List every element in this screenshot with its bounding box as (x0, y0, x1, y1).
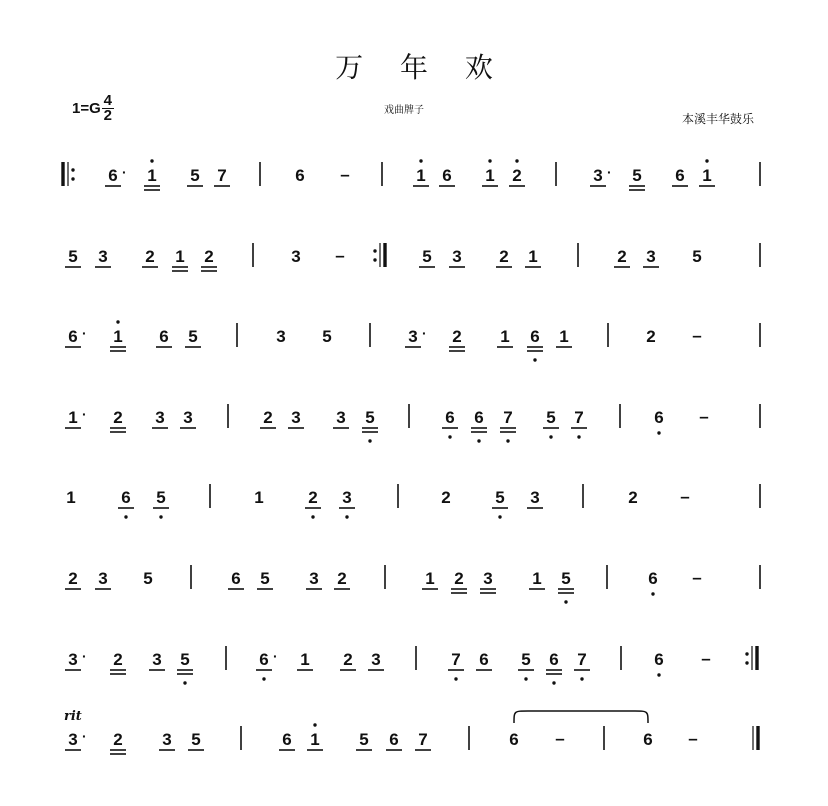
note: 5 (322, 327, 332, 346)
note: 5 (521, 650, 531, 669)
octave-down-dot (549, 435, 552, 438)
genre-label: 戏曲牌子 (384, 105, 424, 116)
note: 2 (308, 488, 318, 507)
note: 3 (309, 569, 319, 588)
note: 3 (276, 327, 286, 346)
octave-down-dot (651, 592, 654, 595)
note: 5 (188, 327, 198, 346)
note: 2 (145, 247, 155, 266)
octave-down-dot (506, 439, 509, 442)
note: 2 (113, 408, 123, 427)
note: 6 (259, 650, 269, 669)
octave-down-dot (183, 681, 186, 684)
note: 2 (337, 569, 347, 588)
octave-down-dot (345, 515, 348, 518)
note: 5 (495, 488, 505, 507)
note: 3 (155, 408, 165, 427)
repeat-dot (745, 652, 748, 655)
octave-down-dot (454, 677, 457, 680)
octave-up-dot (515, 159, 518, 162)
note: 2 (204, 247, 214, 266)
note: 3 (530, 488, 540, 507)
augmentation-dot: · (82, 406, 87, 422)
page-title: 万 年 欢 (335, 51, 507, 84)
note: 2 (512, 166, 522, 185)
note: 3 (408, 327, 418, 346)
octave-down-dot (477, 439, 480, 442)
note: 3 (68, 650, 78, 669)
note: 1 (559, 327, 569, 346)
note: 7 (451, 650, 461, 669)
note: 6 (68, 327, 78, 346)
rest-dash: – (335, 246, 345, 265)
credit-label: 本溪丰华鼓乐 (682, 112, 755, 126)
note: 2 (617, 247, 627, 266)
octave-up-dot (488, 159, 491, 162)
octave-down-dot (368, 439, 371, 442)
note: 6 (675, 166, 685, 185)
note: 5 (365, 408, 375, 427)
note: 5 (359, 730, 369, 749)
rest-dash: – (680, 487, 690, 506)
note: 2 (113, 650, 123, 669)
note: 1 (310, 730, 320, 749)
note: 1 (254, 488, 264, 507)
octave-down-dot (657, 431, 660, 434)
note: 6 (282, 730, 292, 749)
note: 2 (113, 730, 123, 749)
note: 6 (108, 166, 118, 185)
octave-up-dot (150, 159, 153, 162)
repeat-dot (71, 177, 74, 180)
note: 5 (546, 408, 556, 427)
key-label: 1=G (72, 100, 101, 117)
note: 6 (654, 650, 664, 669)
note: 3 (646, 247, 656, 266)
repeat-dot (71, 168, 74, 171)
note: 6 (648, 569, 658, 588)
note: 2 (441, 488, 451, 507)
note: 6 (549, 650, 559, 669)
note: 6 (530, 327, 540, 346)
note: 1 (300, 650, 310, 669)
note: 6 (159, 327, 169, 346)
note: 3 (183, 408, 193, 427)
rest-dash: – (688, 729, 698, 748)
note: 3 (162, 730, 172, 749)
note: 2 (646, 327, 656, 346)
note: 3 (593, 166, 603, 185)
note: 1 (68, 408, 78, 427)
note: 2 (452, 327, 462, 346)
note: 5 (180, 650, 190, 669)
rest-dash: – (701, 649, 711, 668)
note: 2 (499, 247, 509, 266)
note: 7 (217, 166, 227, 185)
meter-top: 4 (103, 92, 112, 109)
note: 3 (152, 650, 162, 669)
repeat-dot (373, 258, 376, 261)
note: 1 (113, 327, 123, 346)
note: 5 (191, 730, 201, 749)
note: 5 (190, 166, 200, 185)
note: 6 (509, 730, 519, 749)
repeat-dot (745, 661, 748, 664)
note: 6 (479, 650, 489, 669)
note: 3 (483, 569, 493, 588)
augmentation-dot: · (273, 648, 278, 664)
rest-dash: – (692, 326, 702, 345)
note: 3 (371, 650, 381, 669)
octave-down-dot (580, 677, 583, 680)
note: 5 (561, 569, 571, 588)
note: 3 (452, 247, 462, 266)
note: 1 (175, 247, 185, 266)
rest-dash: – (699, 407, 709, 426)
note: 3 (98, 247, 108, 266)
octave-down-dot (533, 358, 536, 361)
tie-arc (514, 711, 648, 723)
note: 1 (147, 166, 157, 185)
octave-down-dot (498, 515, 501, 518)
augmentation-dot: · (82, 728, 87, 744)
octave-up-dot (313, 723, 316, 726)
note: 2 (454, 569, 464, 588)
note: 6 (474, 408, 484, 427)
note: 5 (422, 247, 432, 266)
note: 1 (425, 569, 435, 588)
augmentation-dot: · (607, 164, 612, 180)
note: 6 (295, 166, 305, 185)
note: 3 (291, 408, 301, 427)
note: 6 (389, 730, 399, 749)
octave-down-dot (577, 435, 580, 438)
note: 5 (156, 488, 166, 507)
octave-down-dot (564, 600, 567, 603)
octave-down-dot (657, 673, 660, 676)
note: 2 (263, 408, 273, 427)
note: 6 (231, 569, 241, 588)
augmentation-dot: · (422, 325, 427, 341)
note: 5 (143, 569, 153, 588)
rest-dash: – (555, 729, 565, 748)
note: 5 (260, 569, 270, 588)
note: 5 (692, 247, 702, 266)
note: 2 (628, 488, 638, 507)
octave-down-dot (311, 515, 314, 518)
augmentation-dot: · (122, 164, 127, 180)
augmentation-dot: · (82, 325, 87, 341)
tempo-mark-rit: rit (64, 709, 82, 724)
note: 1 (702, 166, 712, 185)
octave-down-dot (552, 681, 555, 684)
note: 7 (577, 650, 587, 669)
note: 1 (528, 247, 538, 266)
note: 6 (442, 166, 452, 185)
rest-dash: – (692, 568, 702, 587)
note: 1 (532, 569, 542, 588)
note: 6 (121, 488, 131, 507)
octave-down-dot (124, 515, 127, 518)
note: 3 (68, 730, 78, 749)
note: 5 (632, 166, 642, 185)
note: 7 (503, 408, 513, 427)
note: 3 (342, 488, 352, 507)
note: 7 (418, 730, 428, 749)
octave-up-dot (116, 320, 119, 323)
note: 2 (68, 569, 78, 588)
note: 3 (336, 408, 346, 427)
note: 3 (291, 247, 301, 266)
note: 1 (66, 488, 76, 507)
octave-down-dot (262, 677, 265, 680)
note: 1 (485, 166, 495, 185)
octave-up-dot (705, 159, 708, 162)
note: 6 (654, 408, 664, 427)
rest-dash: – (340, 165, 350, 184)
repeat-dot (373, 249, 376, 252)
note: 1 (416, 166, 426, 185)
note: 1 (500, 327, 510, 346)
meter-bottom: 2 (103, 107, 112, 124)
note: 5 (68, 247, 78, 266)
octave-down-dot (448, 435, 451, 438)
octave-down-dot (159, 515, 162, 518)
octave-down-dot (524, 677, 527, 680)
note: 6 (445, 408, 455, 427)
note: 7 (574, 408, 584, 427)
octave-up-dot (419, 159, 422, 162)
note: 2 (343, 650, 353, 669)
augmentation-dot: · (82, 648, 87, 664)
note: 6 (643, 730, 653, 749)
note: 3 (98, 569, 108, 588)
